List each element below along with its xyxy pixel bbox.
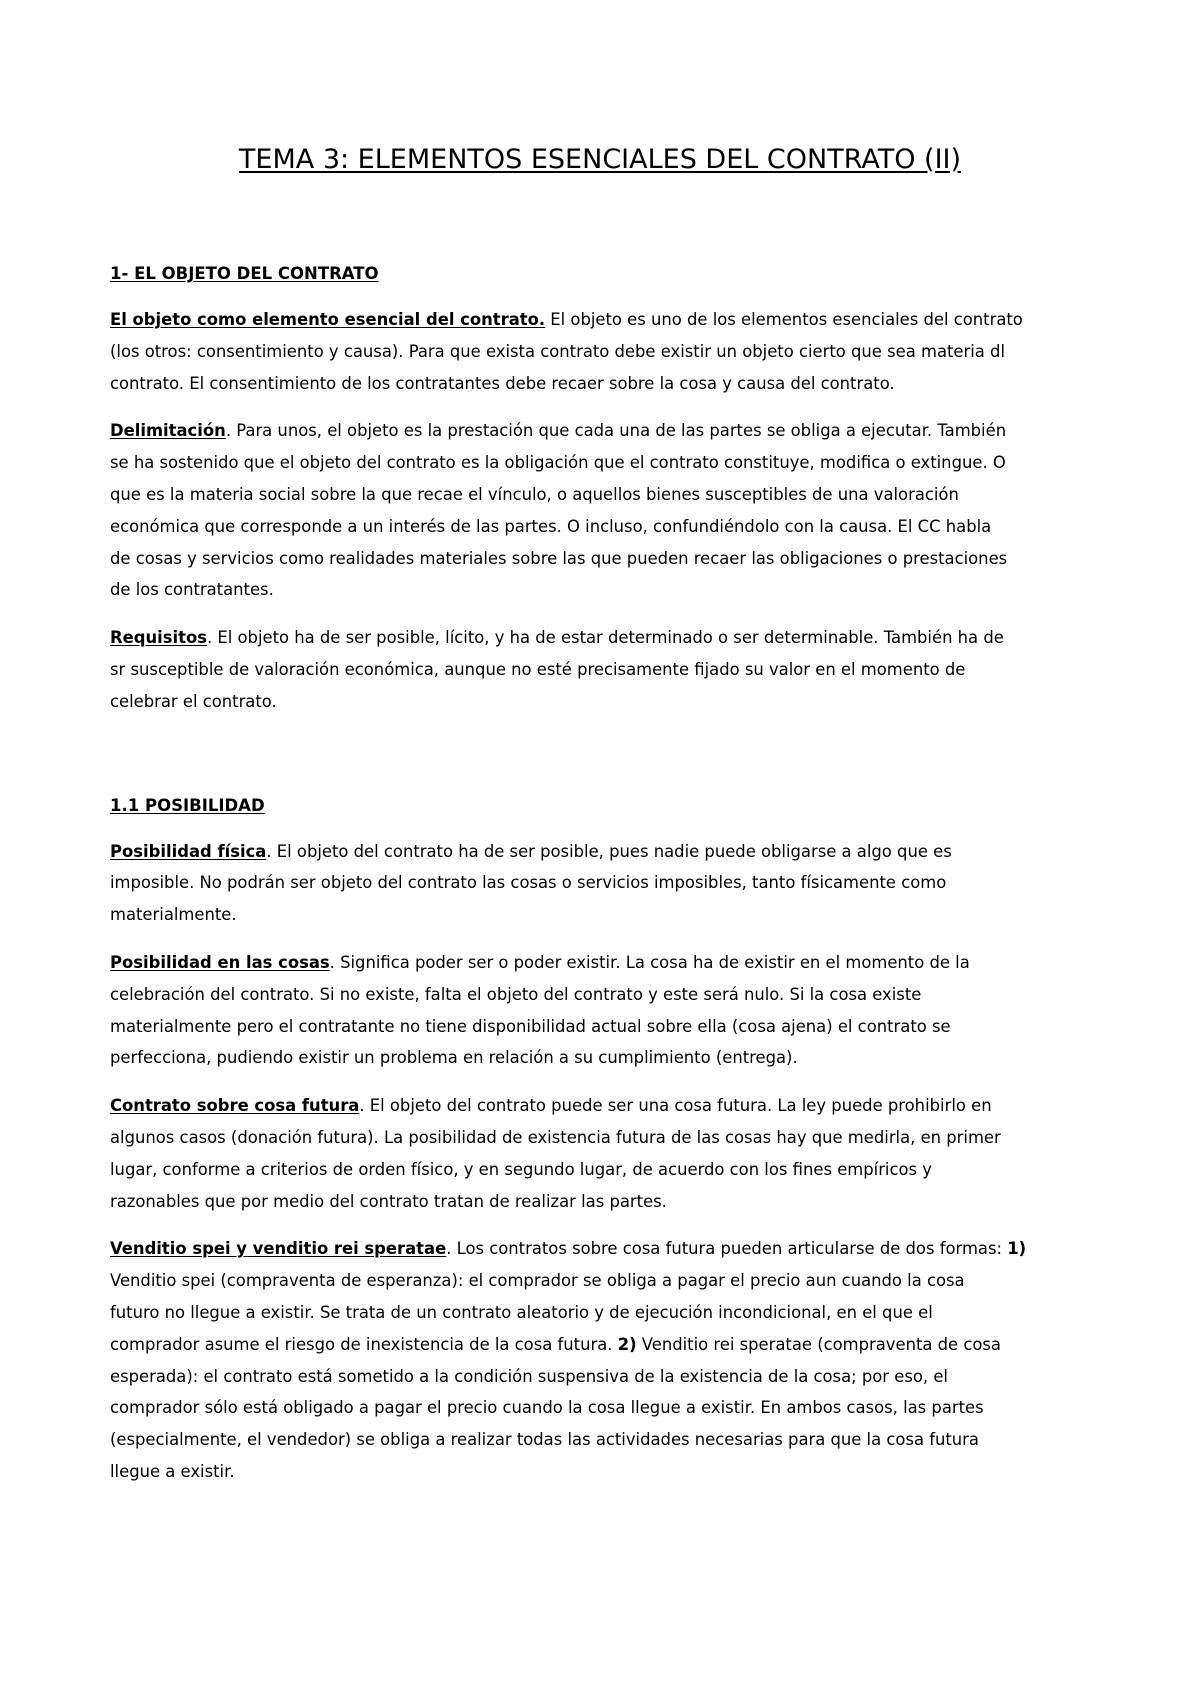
paragraph-line: (especialmente, el vendedor) se obliga a realizar todas las actividades necesarias para que la cosa futura	[110, 1430, 979, 1450]
paragraph-line: de cosas y servicios como realidades materiales sobre las que pueden recaer las obligaciones o prestaciones	[110, 548, 1008, 568]
paragraph-cosa-futura	[110, 1090, 1100, 1217]
paragraph-line: contrato. El consentimiento de los contratantes debe recaer sobre la cosa y causa del contrato.	[110, 373, 895, 393]
paragraph-line: económica que corresponde a un interés de las partes. O incluso, confundiéndolo con la causa. El CC habla	[110, 516, 992, 536]
list-number: 2)	[617, 1334, 637, 1354]
paragraph-line: se ha sostenido que el objeto del contrato es la obligación que el contrato constituye, modifica o extingue. O	[110, 453, 1006, 473]
paragraph-line: algunos casos (donación futura). La posibilidad de existencia futura de las cosas hay que medirla, en primer	[110, 1127, 1001, 1147]
paragraph-line	[110, 1329, 1100, 1361]
paragraph-requisitos	[110, 622, 1100, 717]
paragraph-line: razonables que por medio del contrato tratan de realizar las partes.	[110, 1191, 667, 1211]
paragraph-lead: Contrato sobre cosa futura	[110, 1096, 360, 1116]
paragraph-line: sr susceptible de valoración económica, aunque no esté precisamente fijado su valor en el momento de	[110, 659, 966, 679]
paragraph-posibilidad-fisica	[110, 836, 1100, 931]
paragraph-line	[110, 836, 1100, 868]
paragraph-line: Venditio spei (compraventa de esperanza): el comprador se obliga a pagar el precio aun cuando la cosa	[110, 1271, 965, 1291]
paragraph-line	[110, 947, 1100, 979]
document-body	[110, 258, 1100, 1504]
list-number: 1)	[1007, 1239, 1027, 1259]
line-text: comprador asume el riesgo de inexistencia de la cosa futura.	[110, 1334, 618, 1354]
line-text: . Para unos, el objeto es la prestación que cada una de las partes se obliga a ejecutar. También	[225, 421, 1007, 441]
paragraph-line	[110, 622, 1100, 654]
paragraph-line	[110, 415, 1100, 447]
paragraph-line: materialmente pero el contratante no tiene disponibilidad actual sobre ella (cosa ajena) el contrato se	[110, 1016, 951, 1036]
paragraph-line	[110, 1090, 1100, 1122]
section-heading-objeto: 1- EL OBJETO DEL CONTRATO	[110, 264, 379, 283]
paragraph-lead: El objeto como elemento esencial del contrato.	[110, 310, 546, 329]
paragraph-delimitacion	[110, 415, 1100, 606]
line-text: . Significa poder ser o poder existir. La cosa ha de existir en el momento de la	[329, 952, 970, 972]
page-title: TEMA 3: ELEMENTOS ESENCIALES DEL CONTRATO (II)	[238, 144, 962, 175]
paragraph-line: que es la materia social sobre la que recae el vínculo, o aquellos bienes susceptibles de una valoración	[110, 484, 959, 504]
paragraph-line: perfecciona, pudiendo existir un problema en relación a su cumplimiento (entrega).	[110, 1048, 798, 1068]
paragraph-line: esperada): el contrato está sometido a la condición suspensiva de la existencia de la cosa; por eso, el	[110, 1366, 948, 1386]
paragraph-lead: Posibilidad en las cosas	[110, 952, 330, 972]
paragraph-lead: Venditio spei y venditio rei speratae	[110, 1239, 447, 1259]
paragraph-lead: Posibilidad física	[110, 841, 267, 861]
line-text: . El objeto ha de ser posible, lícito, y ha de estar determinado o ser determinable. También ha de	[206, 628, 1004, 648]
paragraph-line: comprador sólo está obligado a pagar el precio cuando la cosa llegue a existir. En ambos casos, las partes	[110, 1398, 984, 1418]
paragraph-venditio	[110, 1233, 1100, 1487]
section-spacer	[110, 734, 1100, 790]
line-text: El objeto es uno de los elementos esenciales del contrato	[545, 310, 1023, 329]
paragraph-line: celebración del contrato. Si no existe, falta el objeto del contrato y este será nulo. Si la cosa existe	[110, 984, 922, 1004]
paragraph-line: celebrar el contrato.	[110, 691, 277, 711]
paragraph-line: materialmente.	[110, 905, 237, 925]
paragraph-line	[110, 304, 1100, 336]
paragraph-lead: Delimitación	[110, 421, 226, 441]
paragraph-lead: Requisitos	[110, 628, 207, 648]
paragraph-line: imposible. No podrán ser objeto del contrato las cosas o servicios imposibles, tanto físicamente como	[110, 873, 947, 893]
paragraph-objeto-esencial	[110, 304, 1100, 399]
section-heading-posibilidad: 1.1 POSIBILIDAD	[110, 795, 265, 815]
paragraph-line	[110, 1233, 1100, 1265]
line-text: . Los contratos sobre cosa futura pueden articularse de dos formas:	[446, 1239, 1008, 1259]
paragraph-line: futuro no llegue a existir. Se trata de un contrato aleatorio y de ejecución incondicional, en el que el	[110, 1302, 933, 1322]
paragraph-line: lugar, conforme a criterios de orden físico, y en segundo lugar, de acuerdo con los fines empíricos y	[110, 1159, 932, 1179]
paragraph-line: llegue a existir.	[110, 1461, 235, 1481]
paragraph-line: (los otros: consentimiento y causa). Para que exista contrato debe existir un objeto cierto que sea materia dl	[110, 341, 1006, 361]
paragraph-posibilidad-cosas	[110, 947, 1100, 1074]
paragraph-line: de los contratantes.	[110, 580, 274, 600]
line-text: . El objeto del contrato ha de ser posible, pues nadie puede obligarse a algo que es	[266, 841, 952, 861]
line-text: . El objeto del contrato puede ser una cosa futura. La ley puede prohibirlo en	[359, 1096, 992, 1116]
line-text: Venditio rei speratae (compraventa de cosa	[636, 1334, 1001, 1354]
